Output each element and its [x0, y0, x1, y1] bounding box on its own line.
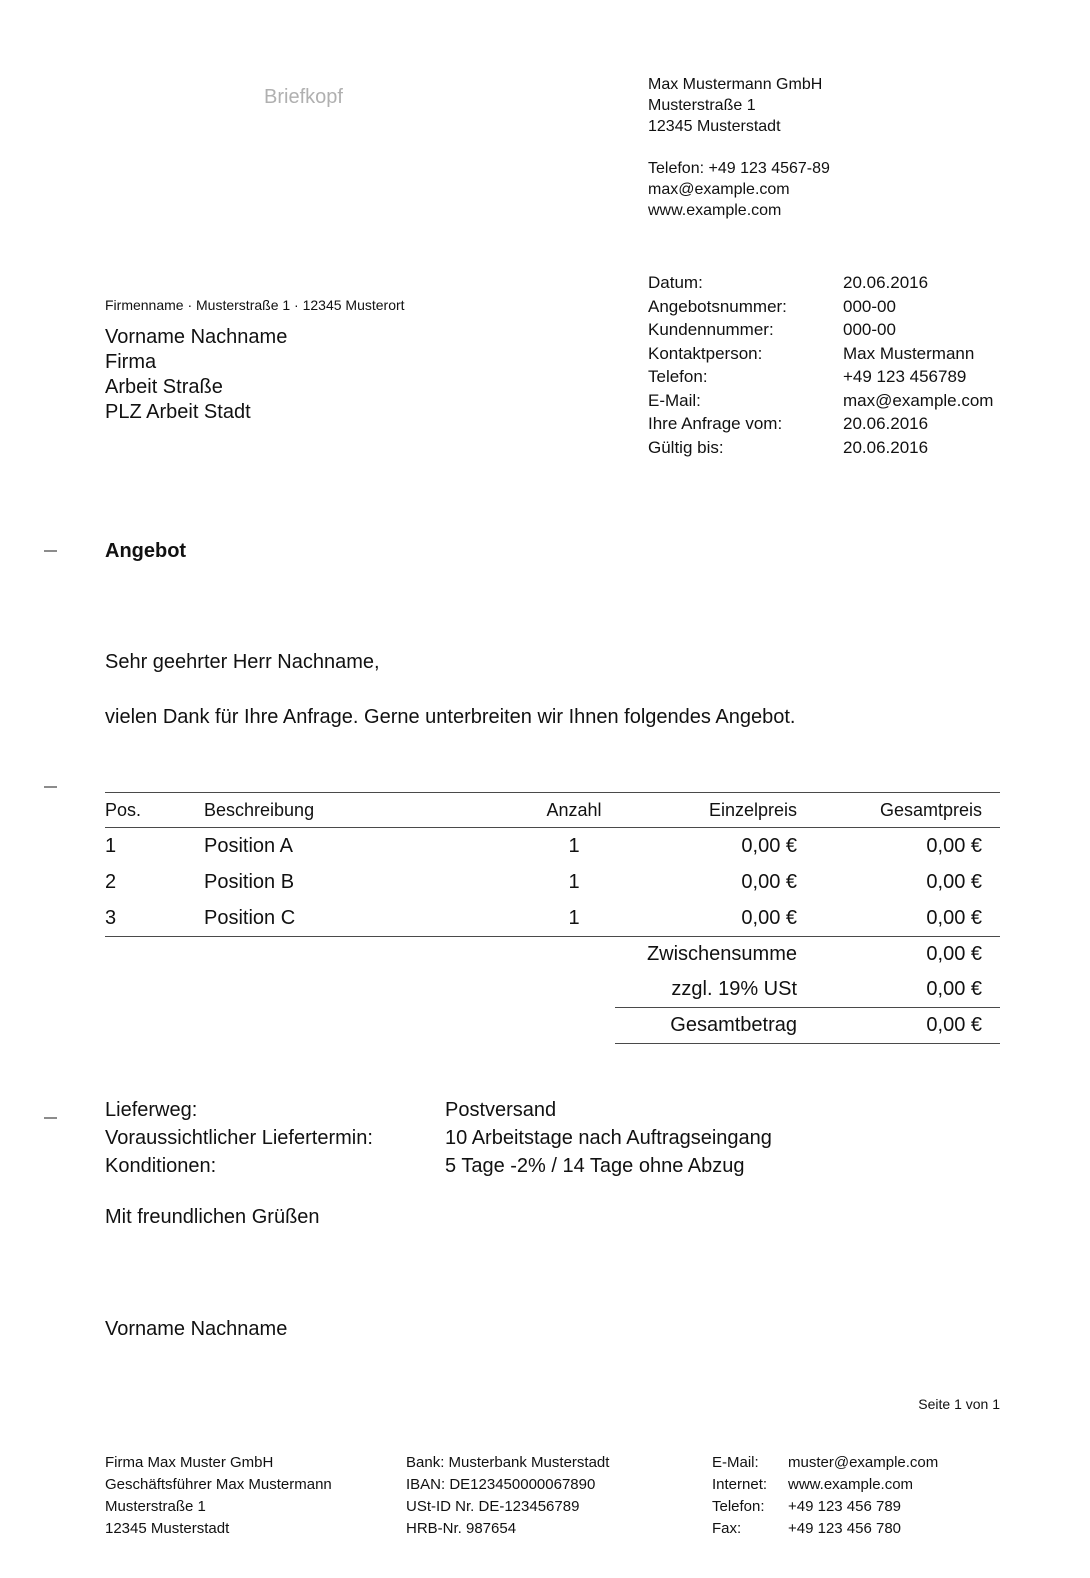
conditions-block	[105, 1096, 772, 1180]
meta-row-kundennummer	[648, 318, 993, 342]
meta-row-anfrage-vom	[648, 412, 993, 436]
footer-city: 12345 Musterstadt	[105, 1520, 230, 1537]
items-table-header	[105, 792, 1000, 828]
cell-unit-price: 0,00 €	[741, 906, 797, 929]
cell-total-price: 0,00 €	[926, 906, 982, 929]
cell-description: Position A	[204, 834, 293, 857]
condition-value: Postversand	[445, 1099, 557, 1121]
footer-telefon-row	[712, 1496, 938, 1518]
meta-row-telefon	[648, 365, 993, 389]
meta-value: 20.06.2016	[843, 273, 929, 292]
cell-unit-price: 0,00 €	[741, 870, 797, 893]
punch-mark-center	[44, 786, 57, 788]
table-row	[105, 900, 1000, 936]
meta-row-email	[648, 389, 993, 413]
header-beschreibung: Beschreibung	[204, 799, 315, 820]
fold-mark-bottom	[44, 1117, 57, 1119]
meta-label: Gültig bis:	[648, 437, 724, 457]
cell-qty: 1	[568, 834, 580, 857]
meta-value: 000-00	[843, 296, 896, 316]
cell-unit-price: 0,00 €	[741, 834, 797, 857]
meta-label: E-Mail:	[648, 390, 701, 410]
meta-row-gueltig-bis	[648, 436, 993, 460]
footer-contact-value: +49 123 456 780	[788, 1520, 902, 1537]
meta-row-datum	[648, 271, 993, 295]
sender-company-name: Max Mustermann GmbH	[648, 76, 823, 93]
grand-total-label: Gesamtbetrag	[670, 1014, 797, 1036]
footer-contact-value: www.example.com	[788, 1476, 914, 1493]
recipient-street: Arbeit Straße	[105, 376, 223, 398]
intro-text: vielen Dank für Ihre Anfrage. Gerne unterbreiten wir Ihnen folgendes Angebot.	[105, 706, 796, 728]
table-row	[105, 828, 1000, 864]
signature-name: Vorname Nachname	[105, 1318, 288, 1340]
meta-row-angebotsnummer	[648, 295, 993, 319]
footer-email-row	[712, 1452, 938, 1474]
totals-divider	[615, 1043, 1000, 1044]
vat-label: zzgl. 19% USt	[671, 978, 797, 1000]
sender-company-city: 12345 Musterstadt	[648, 118, 781, 135]
cell-pos: 1	[105, 834, 117, 857]
meta-label: Datum:	[648, 273, 703, 292]
meta-label: Kundennummer:	[648, 320, 774, 339]
footer-company-name: Firma Max Muster GmbH	[105, 1454, 274, 1471]
page-number: Seite 1 von 1	[918, 1396, 1000, 1412]
subtotal-value: 0,00 €	[926, 943, 982, 965]
footer-contact-label: Fax:	[712, 1520, 742, 1537]
meta-label: Ihre Anfrage vom:	[648, 414, 783, 433]
condition-label: Lieferweg:	[105, 1099, 198, 1121]
footer-ust-id: USt-ID Nr. DE-123456789	[406, 1498, 580, 1515]
sender-company-phone: Telefon: +49 123 4567-89	[648, 160, 830, 177]
footer-iban: IBAN: DE123450000067890	[406, 1476, 596, 1493]
footer-contact-label: Telefon:	[712, 1498, 765, 1515]
grand-total-row	[105, 1008, 1000, 1043]
fold-mark-top	[44, 550, 57, 552]
offer-meta-block	[648, 271, 993, 459]
cell-pos: 3	[105, 906, 117, 929]
meta-value: Max Mustermann	[843, 343, 975, 363]
subject-heading: Angebot	[105, 540, 187, 562]
sender-company-block	[648, 74, 830, 221]
cell-pos: 2	[105, 870, 117, 893]
recipient-address-block	[105, 325, 287, 425]
meta-label: Telefon:	[648, 367, 708, 386]
cell-total-price: 0,00 €	[926, 870, 982, 893]
sender-company-street: Musterstraße 1	[648, 97, 756, 114]
closing-text: Mit freundlichen Grüßen	[105, 1206, 320, 1228]
cell-qty: 1	[568, 906, 580, 929]
recipient-company: Firma	[105, 351, 157, 373]
header-anzahl: Anzahl	[546, 799, 602, 820]
grand-total-value: 0,00 €	[926, 1014, 982, 1036]
cell-qty: 1	[568, 870, 580, 893]
header-gesamtpreis: Gesamtpreis	[879, 799, 982, 820]
footer-hrb: HRB-Nr. 987654	[406, 1520, 517, 1537]
meta-value: 000-00	[843, 320, 896, 339]
footer-contact-value: +49 123 456 789	[788, 1498, 902, 1515]
footer-contact-column	[712, 1452, 938, 1540]
recipient-name: Vorname Nachname	[105, 326, 288, 348]
footer-contact-label: Internet:	[712, 1476, 768, 1493]
recipient-city: PLZ Arbeit Stadt	[105, 401, 251, 423]
footer-company-column	[105, 1452, 332, 1540]
meta-value: max@example.com	[843, 390, 994, 410]
condition-value: 10 Arbeitstage nach Auftragseingang	[445, 1127, 772, 1149]
meta-value: 20.06.2016	[843, 437, 929, 457]
condition-label: Konditionen:	[105, 1155, 217, 1177]
header-einzelpreis: Einzelpreis	[708, 799, 797, 820]
subtotal-label: Zwischensumme	[646, 943, 797, 965]
vat-row	[105, 972, 1000, 1007]
cell-description: Position B	[204, 870, 295, 893]
footer-fax-row	[712, 1518, 938, 1540]
letterhead-placeholder: Briefkopf	[264, 86, 343, 108]
footer-internet-row	[712, 1474, 938, 1496]
meta-row-kontaktperson	[648, 342, 993, 366]
table-row	[105, 864, 1000, 900]
cell-description: Position C	[204, 906, 296, 929]
footer-contact-label: E-Mail:	[712, 1454, 759, 1471]
return-address-line: Firmenname · Musterstraße 1 · 12345 Musterort	[105, 297, 405, 313]
spacer	[648, 137, 830, 158]
cell-total-price: 0,00 €	[926, 834, 982, 857]
condition-row-lieferweg	[105, 1096, 772, 1124]
footer-managing-director: Geschäftsführer Max Mustermann	[105, 1476, 332, 1493]
sender-company-email: max@example.com	[648, 181, 790, 198]
condition-row-liefertermin	[105, 1124, 772, 1152]
meta-label: Angebotsnummer:	[648, 296, 787, 316]
items-table-body	[105, 828, 1000, 937]
subtotal-row	[105, 937, 1000, 972]
meta-value: 20.06.2016	[843, 414, 929, 433]
condition-label: Voraussichtlicher Liefertermin:	[105, 1127, 373, 1149]
sender-company-website: www.example.com	[648, 202, 782, 219]
header-pos: Pos.	[105, 799, 142, 820]
vat-value: 0,00 €	[926, 978, 982, 1000]
condition-value: 5 Tage -2% / 14 Tage ohne Abzug	[445, 1155, 745, 1177]
condition-row-konditionen	[105, 1152, 772, 1180]
items-table	[105, 792, 1000, 1044]
salutation-text: Sehr geehrter Herr Nachname,	[105, 651, 380, 673]
footer-street: Musterstraße 1	[105, 1498, 206, 1515]
footer-bank-column	[406, 1452, 609, 1540]
meta-label: Kontaktperson:	[648, 343, 763, 363]
footer-contact-value: muster@example.com	[788, 1454, 939, 1471]
meta-value: +49 123 456789	[843, 367, 967, 386]
footer-bank: Bank: Musterbank Musterstadt	[406, 1454, 610, 1471]
